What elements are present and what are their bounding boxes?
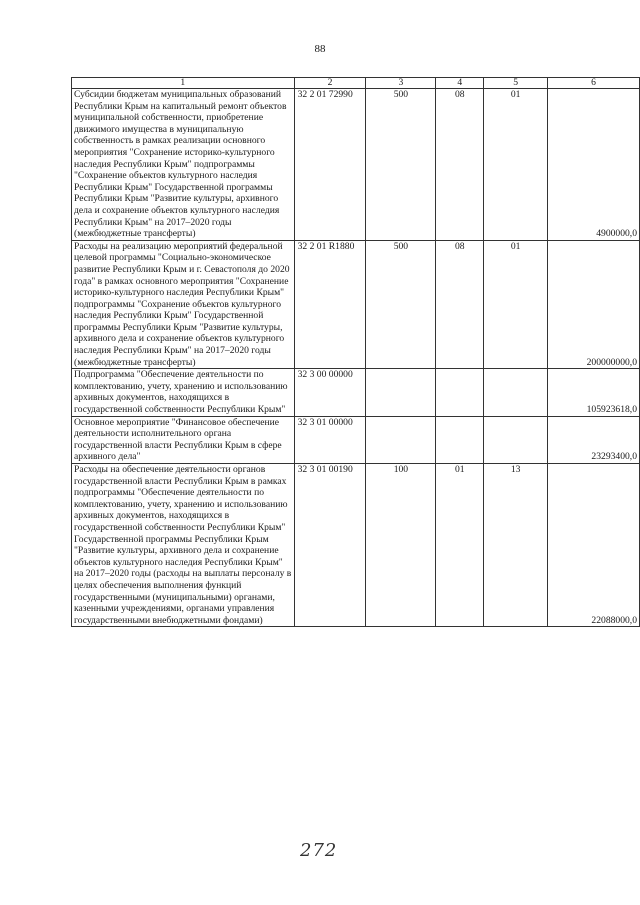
row-code-cell: 32 3 01 00190	[294, 464, 366, 627]
row-code-cell: 32 2 01 R1880	[294, 240, 366, 369]
row-col3-cell	[366, 369, 436, 416]
row-col5-cell	[484, 369, 548, 416]
row-col5-cell: 01	[484, 89, 548, 241]
row-col3-cell: 100	[366, 464, 436, 627]
table-row	[72, 240, 640, 369]
row-code-cell: 32 3 01 00000	[294, 416, 366, 463]
page-number: 88	[314, 43, 326, 55]
row-code-cell: 32 3 00 00000	[294, 369, 366, 416]
row-col5-cell	[484, 416, 548, 463]
row-name-cell: Основное мероприятие "Финансовое обеспечение деятельности исполнительного органа государственной власти Республики Крым в сфере архивного дела"	[72, 416, 295, 463]
row-col4-cell: 08	[436, 89, 484, 241]
handwritten-page-mark: 272	[300, 840, 338, 861]
row-col4-cell	[436, 369, 484, 416]
column-header-2: 2	[294, 78, 366, 89]
table-row	[72, 416, 640, 463]
table-row	[72, 89, 640, 241]
row-col4-cell: 01	[436, 464, 484, 627]
row-name-cell: Субсидии бюджетам муниципальных образований Республики Крым на капитальный ремонт объектов муниципальной собственности, приобретение движимого имущества в муниципальную собственность в рамках реализации основного мероприятия "Сохранение историко-культурного наследия Республики Крым" подпрограммы "Сохранение объектов культурного наследия Республики Крым" Государственной программы Республики Крым "Развитие культуры, архивного дела и сохранение объектов культурного наследия Республики Крым" на 2017–2020 годы (межбюджетные трансферты)	[72, 89, 295, 241]
table-row	[72, 464, 640, 627]
row-col4-cell: 08	[436, 240, 484, 369]
row-amount-cell: 23293400,0	[548, 416, 640, 463]
column-header-1: 1	[72, 78, 295, 89]
row-col4-cell	[436, 416, 484, 463]
row-amount-cell: 4900000,0	[548, 89, 640, 241]
table-header-row	[72, 78, 640, 89]
row-name-cell: Расходы на реализацию мероприятий федеральной целевой программы "Социально-экономическое развитие Республики Крым и г. Севастополя до 2020 года" в рамках основного мероприятия "Сохранение историко-культурного наследия Республики Крым" подпрограммы "Сохранение объектов культурного наследия Республики Крым" Государственной программы Республики Крым "Развитие культуры, архивного дела и сохранение объектов культурного наследия Республики Крым" на 2017–2020 годы (межбюджетные трансферты)	[72, 240, 295, 369]
row-name-cell: Расходы на обеспечение деятельности органов государственной власти Республики Крым в рамках подпрограммы "Обеспечение деятельности по комплектованию, учету, хранению и использованию архивных документов, находящихся в государственной собственности Республики Крым" Государственной программы Республики Крым "Развитие культуры, архивного дела и сохранение объектов культурного наследия Республики Крым" на 2017–2020 годы (расходы на выплаты персоналу в целях обеспечения выполнения функций государственными (муниципальными) органами, казенными учреждениями, органами управления государственными внебюджетными фондами)	[72, 464, 295, 627]
row-amount-cell: 200000000,0	[548, 240, 640, 369]
row-col5-cell: 13	[484, 464, 548, 627]
column-header-4: 4	[436, 78, 484, 89]
row-col3-cell: 500	[366, 240, 436, 369]
row-col3-cell: 500	[366, 89, 436, 241]
row-amount-cell: 22088000,0	[548, 464, 640, 627]
row-code-cell: 32 2 01 72990	[294, 89, 366, 241]
row-name-cell: Подпрограмма "Обеспечение деятельности по комплектованию, учету, хранению и использованию архивных документов, находящихся в государственной собственности Республики Крым"	[72, 369, 295, 416]
column-header-3: 3	[366, 78, 436, 89]
column-header-6: 6	[548, 78, 640, 89]
budget-table	[71, 77, 640, 627]
column-header-5: 5	[484, 78, 548, 89]
row-col5-cell: 01	[484, 240, 548, 369]
row-amount-cell: 105923618,0	[548, 369, 640, 416]
row-col3-cell	[366, 416, 436, 463]
table-row	[72, 369, 640, 416]
